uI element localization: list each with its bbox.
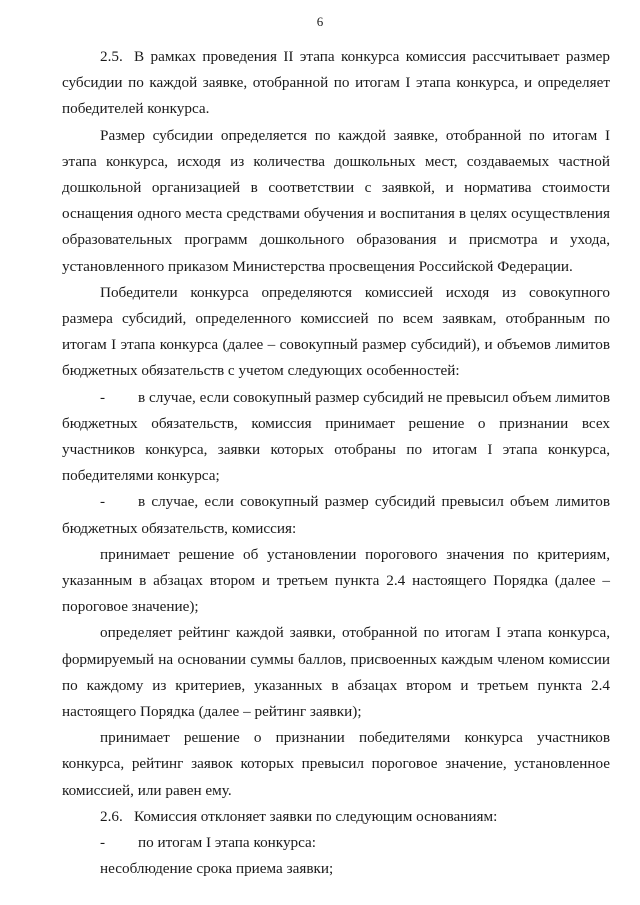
list-dash: -: [100, 388, 106, 406]
paragraph: [62, 620, 610, 725]
paragraph-text: В рамках проведения II этапа конкурса комиссия рассчитывает размер субсидии по каждой заявке, отобранной по итогам I этапа конкурса, и определяет победителей конкурса.: [62, 48, 610, 118]
paragraph: [62, 280, 610, 385]
paragraph-text: Комиссия отклоняет заявки по следующим основаниям:: [134, 807, 498, 825]
list-item: [62, 830, 610, 856]
paragraph-text: определяет рейтинг каждой заявки, отобранной по итогам I этапа конкурса, формируемый на основании суммы баллов, присвоенных каждым членом комиссии по каждому из критериев, указанных в абзацах втором и третьем пункта 2.4 настоящего Порядка (далее – рейтинг заявки);: [62, 624, 610, 721]
list-item: [62, 385, 610, 490]
list-item: [62, 489, 610, 541]
page-number: 6: [316, 14, 324, 29]
paragraph-text: Победители конкурса определяются комиссией исходя из совокупного размера субсидий, определенного комиссией по всем заявкам, отобранным по итогам I этапа конкурса (далее – совокупный размер субсидий), и объемов лимитов бюджетных обязательств с учетом следующих особенностей:: [62, 283, 610, 380]
paragraph-2-5: [62, 44, 610, 123]
paragraph: [62, 123, 610, 280]
clause-number: 2.6.: [100, 807, 123, 825]
list-dash: -: [100, 834, 106, 852]
document-body: [62, 44, 610, 883]
paragraph: [62, 725, 610, 804]
paragraph-text: в случае, если совокупный размер субсидий не превысил объем лимитов бюджетных обязательств, комиссия принимает решение о признании всех участников конкурса, заявки которых отобраны по итогам I этапа конкурса, победителями конкурса;: [62, 388, 610, 485]
paragraph: [62, 856, 610, 882]
list-dash: -: [100, 493, 106, 511]
paragraph-2-6: [62, 804, 610, 830]
paragraph-text: принимает решение об установлении порогового значения по критериям, указанным в абзацах втором и третьем пункта 2.4 настоящего Порядка (далее – пороговое значение);: [62, 545, 610, 616]
clause-number: 2.5.: [100, 48, 123, 65]
paragraph-text: по итогам I этапа конкурса:: [138, 834, 317, 852]
paragraph-text: несоблюдение срока приема заявки;: [100, 860, 334, 878]
paragraph-text: Размер субсидии определяется по каждой заявке, отобранной по итогам I этапа конкурса, исходя из количества дошкольных мест, создаваемых частной дошкольной организацией в соответствии с заявкой, и норматива стоимости оснащения одного места средствами обучения и воспитания в целях осуществления образовательных программ дошкольного образования и присмотра и ухода, установленного приказом Министерства просвещения Российской Федерации.: [62, 126, 610, 275]
paragraph: [62, 542, 610, 621]
paragraph-text: в случае, если совокупный размер субсидий превысил объем лимитов бюджетных обязательств, комиссия:: [62, 493, 610, 537]
paragraph-text: принимает решение о признании победителями конкурса участников конкурса, рейтинг заявок которых превысил пороговое значение, установленное комиссией, или равен ему.: [62, 729, 610, 799]
